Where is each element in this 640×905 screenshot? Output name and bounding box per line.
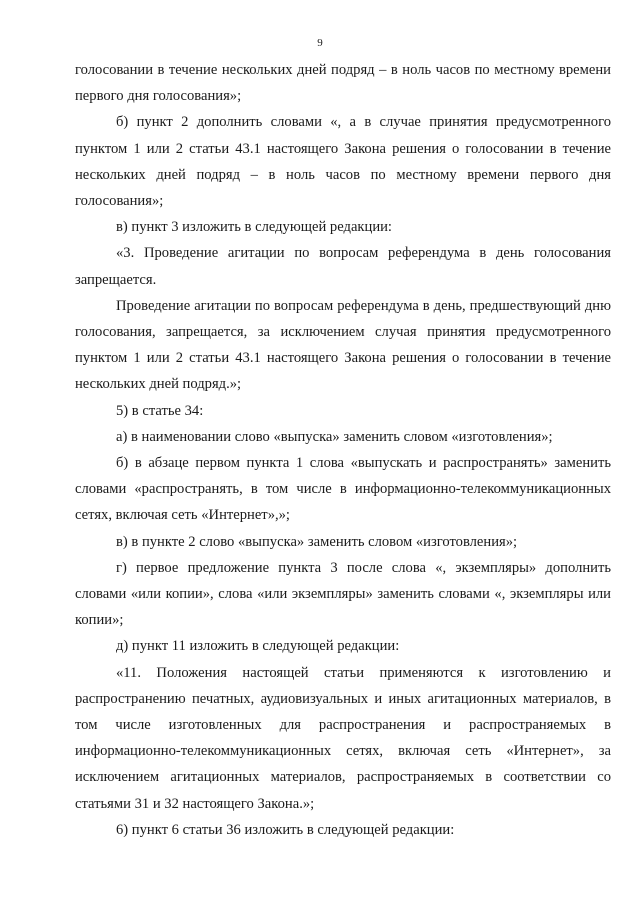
paragraph: г) первое предложение пункта 3 после слова «, экземпляры» дополнить словами «или копии», слова «или экземпляры» заменить словами «, экземпляры или копии»; [75,559,611,629]
paragraph: 5) в статье 34: [116,402,204,419]
paragraph: «11. Положения настоящей статьи применяются к изготовлению и распространению печатных, аудиовизуальных и иных агитационных материалов, в том числе изготовленных для распространения и распространяемых в информационно-телекоммуникационных сетях, включая сеть «Интернет», за исключением агитационных материалов, распространяемых в соответствии со статьями 31 и 32 настоящего Закона.»; [75,664,611,812]
page-number: 9 [317,37,323,49]
paragraph: в) в пункте 2 слово «выпуска» заменить словом «изготовления»; [116,533,518,550]
paragraph: голосовании в течение нескольких дней подряд – в ноль часов по местному времени первого дня голосования»; [75,62,611,105]
paragraph: «3. Проведение агитации по вопросам референдума в день голосования запрещается. [75,245,611,288]
paragraph: б) в абзаце первом пункта 1 слова «выпускать и распространять» заменить словами «распространять, в том числе в информационно-телекоммуникационных сетях, включая сеть «Интернет»,»; [75,455,611,524]
paragraph: д) пункт 11 изложить в следующей редакции: [116,638,400,655]
paragraph: б) пункт 2 дополнить словами «, а в случае принятия предусмотренного пунктом 1 или 2 статьи 43.1 настоящего Закона решения о голосовании в течение нескольких дней подряд – в ноль часов по местному времени первого дня голосования»; [75,114,611,210]
paragraph: 6) пункт 6 статьи 36 изложить в следующей редакции: [116,821,455,838]
paragraph: а) в наименовании слово «выпуска» заменить словом «изготовления»; [116,428,553,445]
paragraph: Проведение агитации по вопросам референдума в день, предшествующий дню голосования, запрещается, за исключением случая принятия предусмотренного пунктом 1 или 2 статьи 43.1 настоящего Закона решения о голосовании в течение нескольких дней подряд.»; [75,297,611,393]
document-body [75,57,611,843]
paragraph: в) пункт 3 изложить в следующей редакции: [116,219,392,236]
